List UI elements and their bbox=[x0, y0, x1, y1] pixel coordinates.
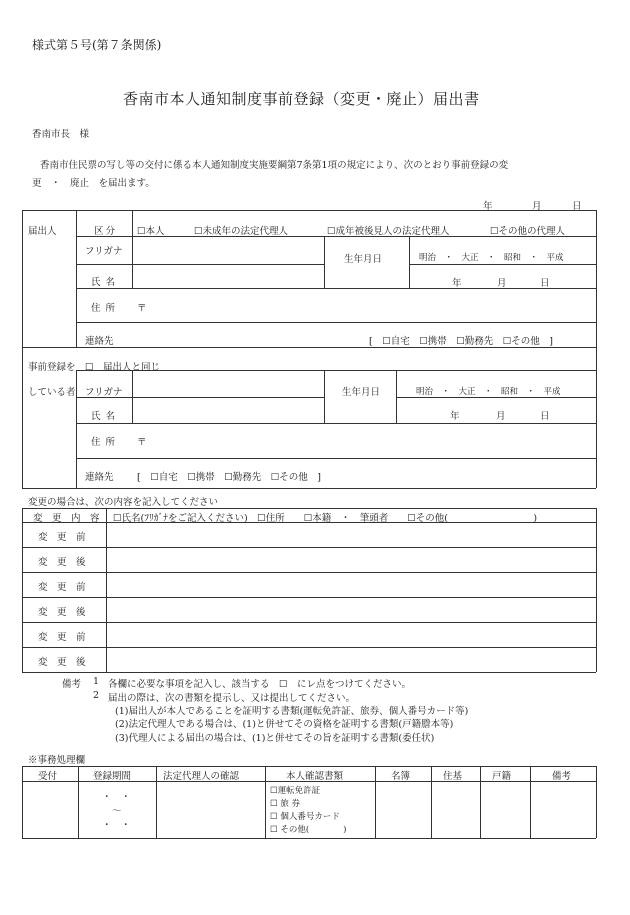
note-2-sub-2: (2)法定代理人である場合は、(1)と併せてその資格を証明する書類(戸籍謄本等) bbox=[115, 719, 454, 730]
change-row-before-2: 変 更 前 bbox=[38, 582, 86, 593]
category-adult-guardian-checkbox[interactable]: ☐成年被後見人の法定代理人 bbox=[327, 226, 450, 237]
office-header-juki: 住基 bbox=[443, 771, 463, 782]
id-doc-license-checkbox[interactable]: ☐運転免許証 bbox=[270, 786, 321, 796]
applicant-birth-year: 年 bbox=[452, 278, 462, 289]
office-header-register: 名簿 bbox=[391, 771, 411, 782]
change-row-after-1: 変 更 後 bbox=[38, 557, 86, 568]
page-title: 香南市本人通知制度事前登録（変更・廃止）届出書 bbox=[123, 90, 480, 108]
applicant-name-label: 氏名 bbox=[91, 277, 121, 288]
note-1: 各欄に必要な事項を記入し、該当する ☐ にレ点をつけてください。 bbox=[108, 679, 412, 690]
change-row-before-3: 変 更 前 bbox=[38, 632, 86, 643]
id-doc-mynumber-checkbox[interactable]: ☐ 個人番号カード bbox=[270, 812, 340, 822]
category-other-agent-checkbox[interactable]: ☐その他の代理人 bbox=[490, 226, 566, 237]
office-header-reception: 受付 bbox=[38, 771, 58, 782]
category-self-checkbox[interactable]: ☐本人 bbox=[137, 226, 165, 237]
registrant-contact-label: 連絡先 bbox=[85, 472, 114, 483]
change-content-label: 変 更 内 容 bbox=[33, 513, 100, 524]
registrant-label-line-1: 事前登録を bbox=[28, 362, 76, 373]
date-month: 月 bbox=[532, 201, 542, 212]
applicant-era-options: 明治 ・ 大正 ・ 昭和 ・ 平成 bbox=[419, 253, 564, 263]
registrant-address-label: 住所 bbox=[91, 437, 121, 448]
period-start: ・ ・ bbox=[102, 792, 131, 803]
registrant-birth-year: 年 bbox=[450, 411, 460, 422]
registrant-name-label: 氏名 bbox=[91, 411, 121, 422]
applicant-postal-mark: 〒 bbox=[137, 303, 147, 314]
id-doc-other-checkbox[interactable]: ☐ その他( ) bbox=[270, 825, 347, 835]
period-end: ・ ・ bbox=[102, 820, 131, 831]
change-content-options[interactable]: ☐氏名(ﾌﾘｶﾞﾅをご記入ください) ☐住所 ☐本籍 ・ 筆頭者 ☐その他( ) bbox=[113, 513, 538, 524]
form-number: 様式第５号(第７条関係) bbox=[32, 38, 162, 52]
applicant-contact-label: 連絡先 bbox=[85, 336, 114, 347]
note-2-sub-1: (1)届出人が本人であることを証明する書類(運転免許証、旅券、個人番号カード等) bbox=[115, 706, 469, 717]
date-year: 年 bbox=[483, 201, 493, 212]
office-header-remarks: 備考 bbox=[552, 771, 572, 782]
intro-line-1: 香南市住民票の写し等の交付に係る本人通知制度実施要綱第7条第1項の規定により、次のとおり事前登録の変 bbox=[40, 160, 509, 171]
same-as-applicant-checkbox[interactable]: ☐ 届出人と同じ bbox=[85, 362, 161, 373]
applicant-birth-month: 月 bbox=[497, 278, 507, 289]
note-2-number: 2 bbox=[93, 690, 100, 701]
office-header-period: 登録期間 bbox=[93, 771, 132, 782]
note-1-number: 1 bbox=[93, 676, 100, 687]
registrant-birth-month: 月 bbox=[496, 411, 506, 422]
applicant-section-label: 届出人 bbox=[28, 226, 57, 237]
period-tilde: ～ bbox=[112, 806, 122, 817]
notes-label: 備考 bbox=[62, 679, 82, 690]
change-row-after-3: 変 更 後 bbox=[38, 657, 86, 668]
office-heading: ※事務処理欄 bbox=[28, 755, 86, 766]
office-header-id-docs: 本人確認書類 bbox=[286, 771, 344, 782]
applicant-furigana-label: フリガナ bbox=[85, 246, 123, 257]
applicant-address-label: 住所 bbox=[91, 303, 121, 314]
note-2-sub-3: (3)代理人による届出の場合は、(1)と併せてその旨を証明する書類(委任状) bbox=[115, 733, 435, 744]
change-row-before-1: 変 更 前 bbox=[38, 532, 86, 543]
registrant-furigana-label: フリガナ bbox=[85, 387, 123, 398]
change-heading: 変更の場合は、次の内容を記入してください bbox=[28, 497, 219, 508]
registrant-postal-mark: 〒 bbox=[137, 437, 147, 448]
applicant-birth-label: 生年月日 bbox=[344, 254, 383, 265]
office-header-guardian-check: 法定代理人の確認 bbox=[163, 771, 240, 782]
registrant-contact-options[interactable]: [ ☐自宅 ☐携帯 ☐勤務先 ☐その他 ] bbox=[137, 472, 321, 483]
registrant-label-line-2: している者 bbox=[28, 387, 76, 398]
id-doc-passport-checkbox[interactable]: ☐ 旅 券 bbox=[270, 799, 301, 809]
category-minor-guardian-checkbox[interactable]: ☐未成年の法定代理人 bbox=[194, 226, 289, 237]
date-day: 日 bbox=[572, 201, 582, 212]
addressee: 香南市長 様 bbox=[32, 129, 90, 140]
intro-line-2: 更 ・ 廃止 を届出ます。 bbox=[32, 178, 155, 189]
registrant-birth-label: 生年月日 bbox=[342, 387, 381, 398]
applicant-birth-day: 日 bbox=[540, 278, 550, 289]
applicant-contact-options[interactable]: [ ☐自宅 ☐携帯 ☐勤務先 ☐その他 ] bbox=[369, 336, 553, 347]
category-label: 区分 bbox=[94, 226, 118, 237]
note-2: 届出の際は、次の書類を提示し、又は提出してください。 bbox=[108, 693, 356, 704]
registrant-birth-day: 日 bbox=[540, 411, 550, 422]
office-header-koseki: 戸籍 bbox=[492, 771, 512, 782]
registrant-era-options: 明治 ・ 大正 ・ 昭和 ・ 平成 bbox=[416, 387, 561, 397]
change-row-after-2: 変 更 後 bbox=[38, 607, 86, 618]
